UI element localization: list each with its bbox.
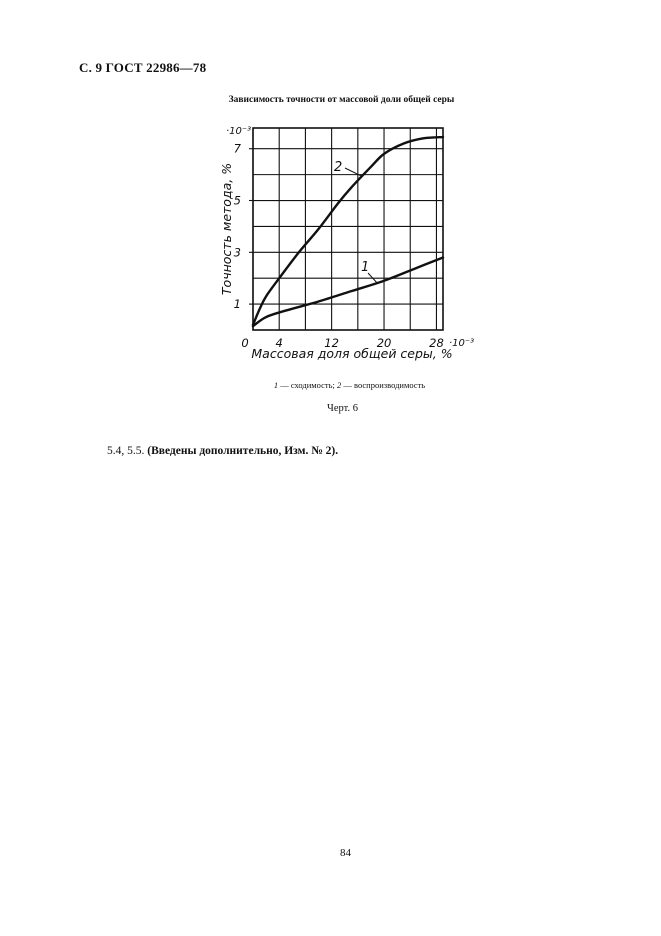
chart	[0, 0, 661, 380]
note-prefix: 5.4, 5.5.	[107, 445, 148, 457]
chart-title: Зависимость точности от массовой доли общей серы	[228, 95, 455, 105]
chart-series	[253, 137, 443, 326]
y-tick-label: 3	[233, 245, 241, 260]
legend-series-2-text: — воспроизводимость	[341, 380, 426, 390]
y-tick-label: 5	[233, 193, 241, 208]
y-axis-label: Точность метода, %	[219, 162, 234, 296]
figure-caption: Черт. 6	[327, 403, 358, 414]
chart-grid	[249, 128, 443, 330]
amendment-note	[107, 445, 338, 457]
x-axis-multiplier: ·10⁻³	[449, 338, 475, 349]
series-2-line	[253, 137, 443, 325]
x-tick-label: 0	[241, 336, 249, 350]
document-header: С. 9 ГОСТ 22986—78	[79, 60, 207, 75]
series-1-label: 1	[361, 260, 370, 275]
chart-legend	[0, 380, 661, 390]
series-2-label: 2	[334, 160, 343, 175]
x-tick-label: 4	[275, 336, 283, 350]
page-number: 84	[340, 847, 351, 859]
y-tick-label: 7	[233, 141, 241, 156]
plot-frame	[253, 128, 443, 330]
x-tick-label: 12	[324, 336, 339, 350]
x-tick-label: 20	[376, 336, 392, 350]
note-bold-text: (Введены дополнительно, Изм. № 2).	[147, 445, 339, 457]
legend-series-1-number: 1	[273, 380, 279, 390]
series-1-line	[253, 257, 443, 326]
x-tick-label: 28	[429, 336, 444, 350]
legend-series-1-text: — сходимость;	[278, 380, 337, 390]
y-axis-multiplier: ·10⁻³	[226, 126, 252, 137]
legend-series-2-number: 2	[336, 380, 342, 390]
y-tick-label: 1	[233, 297, 241, 312]
x-axis-label: Массовая доля общей серы, %	[251, 346, 453, 361]
